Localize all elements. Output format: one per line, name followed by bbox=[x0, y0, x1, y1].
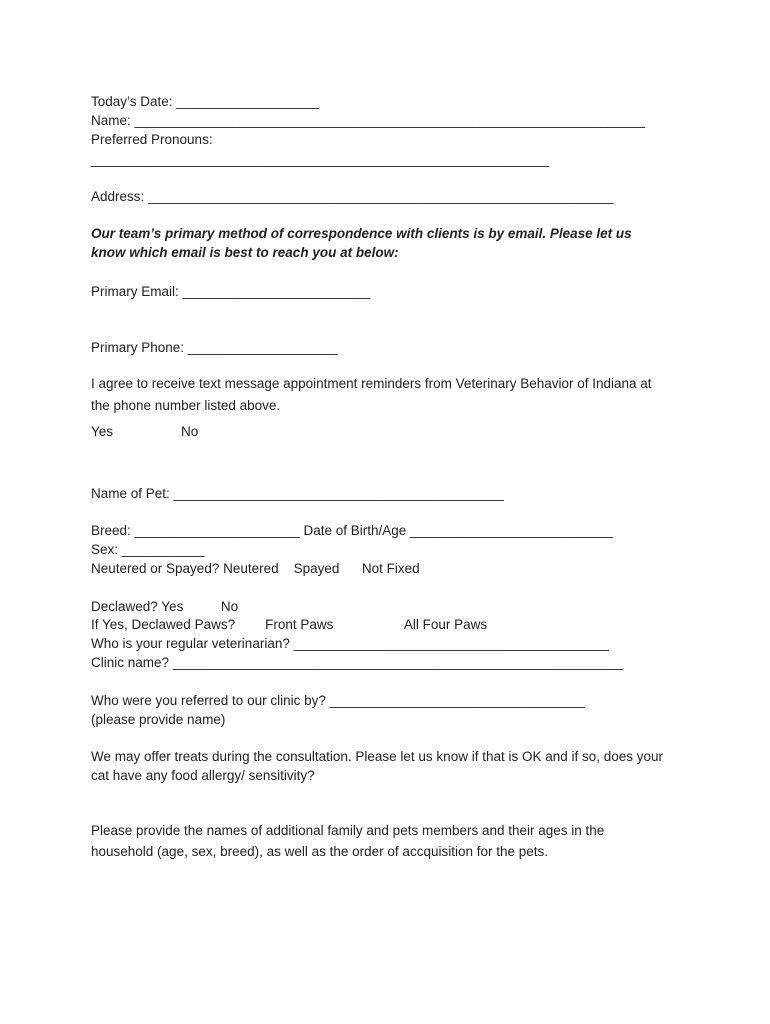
breed-dob-field[interactable]: Breed: ______________________ Date of Birth/Age ___________________________ bbox=[91, 523, 613, 538]
preferred-pronouns-label: Preferred Pronouns: bbox=[91, 132, 213, 147]
primary-email-field[interactable]: Primary Email: _________________________ bbox=[91, 284, 371, 299]
household-question-line-1: Please provide the names of additional family and pets members and their ages in the bbox=[91, 823, 605, 838]
email-notice-line-2: know which email is best to reach you at below: bbox=[91, 245, 399, 260]
text-reminder-options bbox=[91, 423, 198, 441]
preferred-pronouns-field[interactable]: _____________________________________________________________ bbox=[91, 152, 549, 167]
name-field[interactable]: Name: ____________________________________________________________________ bbox=[91, 113, 646, 128]
declawed-paws-options[interactable]: If Yes, Declawed Paws? Front Paws All Four Paws bbox=[91, 617, 488, 632]
text-reminder-agreement-line-2: the phone number listed above. bbox=[91, 398, 281, 413]
pet-name-field[interactable]: Name of Pet: ____________________________________________ bbox=[91, 486, 504, 501]
treats-question-line-2: cat have any food allergy/ sensitivity? bbox=[91, 768, 315, 783]
clinic-name-field[interactable]: Clinic name? ____________________________________________________________ bbox=[91, 655, 624, 670]
referred-by-note: (please provide name) bbox=[91, 712, 226, 727]
household-question-line-2: household (age, sex, breed), as well as the order of accquisition for the pets. bbox=[91, 844, 549, 859]
text-reminder-yes-option[interactable]: Yes bbox=[91, 424, 114, 439]
email-notice-line-1: Our team’s primary method of correspondence with clients is by email. Please let us bbox=[91, 226, 632, 241]
neutered-spayed-options[interactable]: Neutered or Spayed? Neutered Spayed Not Fixed bbox=[91, 561, 420, 576]
sex-field[interactable]: Sex: ___________ bbox=[91, 542, 205, 557]
declawed-options[interactable]: Declawed? Yes No bbox=[91, 599, 239, 614]
primary-phone-field[interactable]: Primary Phone: ____________________ bbox=[91, 340, 338, 355]
treats-question-line-1: We may offer treats during the consultation. Please let us know if that is OK and if so, does your bbox=[91, 749, 664, 764]
address-field[interactable]: Address: ______________________________________________________________ bbox=[91, 189, 614, 204]
referred-by-field[interactable]: Who were you referred to our clinic by? __________________________________ bbox=[91, 693, 585, 708]
text-reminder-no-option[interactable]: No bbox=[181, 424, 199, 439]
todays-date-field[interactable]: Today’s Date: ___________________ bbox=[91, 94, 319, 109]
text-reminder-agreement-line-1: I agree to receive text message appointment reminders from Veterinary Behavior of Indiana at bbox=[91, 376, 652, 391]
regular-vet-field[interactable]: Who is your regular veterinarian? __________________________________________ bbox=[91, 636, 609, 651]
